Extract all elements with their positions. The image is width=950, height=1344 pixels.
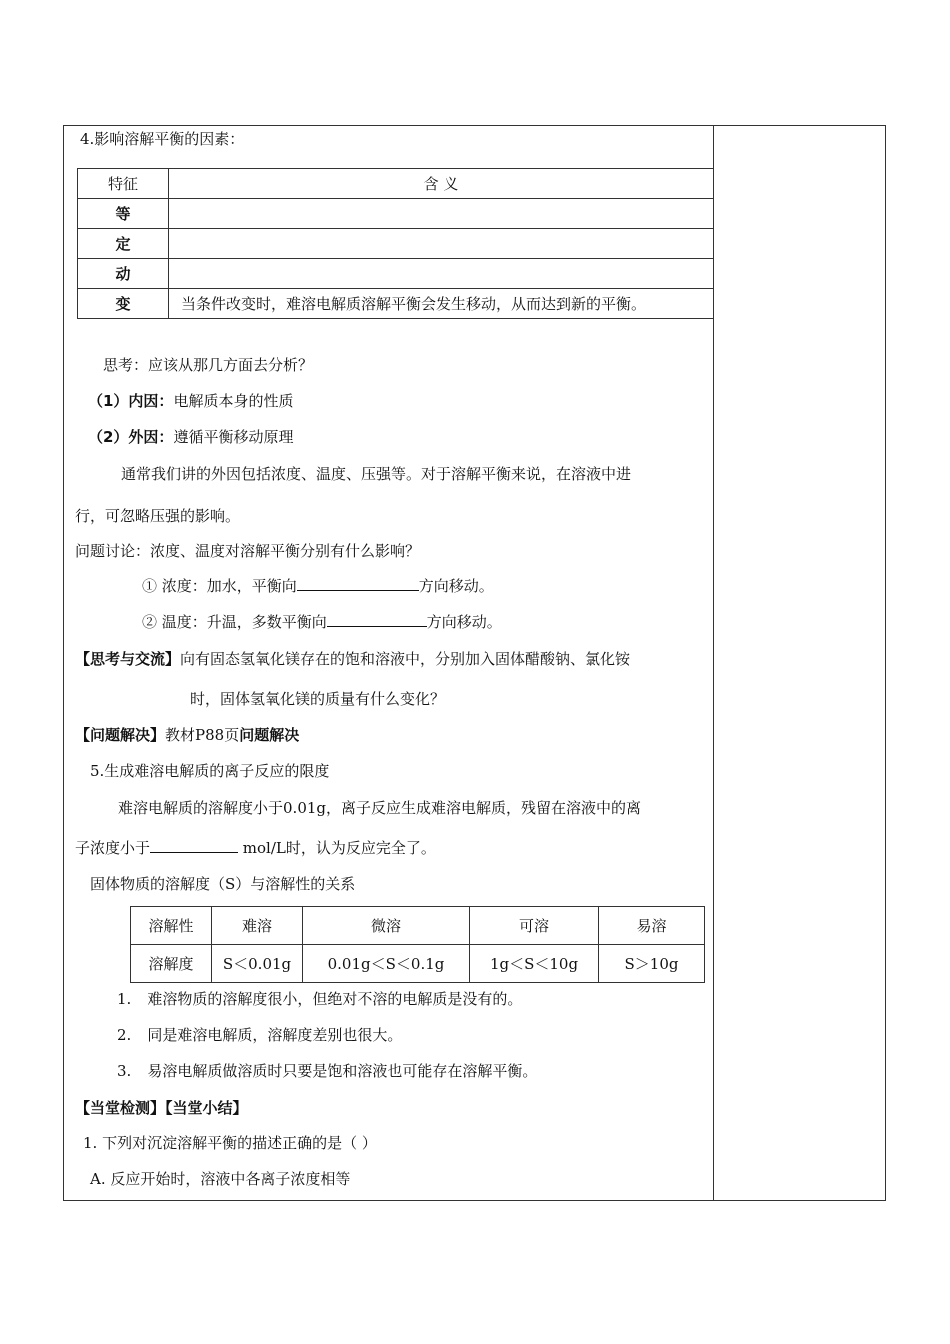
- feature-key: 动: [78, 259, 169, 289]
- note-item: [117, 988, 522, 1009]
- feature-header: 特征: [78, 169, 169, 199]
- note-text: 难溶物质的溶解度很小，但绝对不溶的电解质是没有的。: [147, 990, 523, 1008]
- think-question: 思考：应该从那几方面去分析？: [103, 356, 314, 374]
- note-text: 同是难溶电解质，溶解度差别也很大。: [147, 1026, 403, 1044]
- solve-text: 教材P88页: [165, 726, 240, 744]
- table-cell: 微溶: [303, 907, 470, 945]
- table-cell: 溶解性: [131, 907, 212, 945]
- section5-title: 5.生成难溶电解质的离子反应的限度: [90, 762, 330, 780]
- feature-value: [169, 259, 714, 289]
- external-text: 遵循平衡移动原理: [173, 428, 294, 446]
- exchange-label: 【思考与交流】: [75, 650, 181, 668]
- note-number: 2.: [117, 1026, 132, 1044]
- table-cell: 可溶: [470, 907, 599, 945]
- temperature-suffix: 方向移动。: [426, 613, 502, 631]
- paragraph2-prefix: 子浓度小于: [75, 839, 151, 857]
- answer-blank: [297, 575, 419, 591]
- note-number: 1.: [117, 990, 132, 1008]
- note-number: 3.: [117, 1062, 132, 1080]
- temperature-question: [142, 611, 502, 632]
- exchange-line1: [75, 648, 630, 669]
- paragraph2-line2: [75, 837, 436, 858]
- internal-label: （1）内因：: [88, 392, 174, 410]
- meaning-header: 含 义: [169, 169, 714, 199]
- section4-title: 4.影响溶解平衡的因素：: [80, 130, 245, 148]
- check-heading: 【当堂检测】【当堂小结】: [75, 1099, 248, 1117]
- internal-text: 电解质本身的性质: [173, 392, 294, 410]
- table-cell: 溶解度: [131, 945, 212, 983]
- internal-factor: [88, 390, 293, 411]
- concentration-question: [142, 575, 494, 596]
- feature-table: [77, 168, 714, 319]
- note-text: 易溶电解质做溶质时只要是饱和溶液也可能存在溶解平衡。: [147, 1062, 538, 1080]
- feature-value: [169, 229, 714, 259]
- paragraph1-line1: 通常我们讲的外因包括浓度、温度、压强等。对于溶解平衡来说，在溶液中进: [121, 465, 632, 483]
- table-cell: 易溶: [599, 907, 705, 945]
- solve-tail: 问题解决: [239, 726, 300, 744]
- temperature-prefix: ② 温度：升温，多数平衡向: [142, 613, 327, 631]
- solve-label: 【问题解决】: [75, 726, 166, 744]
- answer-blank: [150, 837, 238, 853]
- paragraph1-line2: 行，可忽略压强的影响。: [75, 507, 241, 525]
- feature-key: 变: [78, 289, 169, 319]
- feature-value: 当条件改变时，难溶电解质溶解平衡会发生移动，从而达到新的平衡。: [169, 289, 714, 319]
- solubility-table: [130, 906, 705, 983]
- problem-solve: [75, 724, 299, 745]
- note-item: [117, 1060, 537, 1081]
- option-a: A. 反应开始时，溶液中各离子浓度相等: [90, 1170, 351, 1188]
- feature-key: 定: [78, 229, 169, 259]
- table-cell: S＞10g: [599, 945, 705, 983]
- note-item: [117, 1024, 402, 1045]
- paragraph2-suffix: mol/L时，认为反应完全了。: [238, 839, 436, 857]
- exchange-line2: 时，固体氢氧化镁的质量有什么变化？: [190, 690, 446, 708]
- external-factor: [88, 426, 293, 447]
- question-1: 1. 下列对沉淀溶解平衡的描述正确的是（ ）: [83, 1134, 377, 1152]
- feature-value: [169, 199, 714, 229]
- concentration-suffix: 方向移动。: [418, 577, 494, 595]
- table-cell: 0.01g＜S＜0.1g: [303, 945, 470, 983]
- concentration-prefix: ① 浓度：加水，平衡向: [142, 577, 297, 595]
- feature-key: 等: [78, 199, 169, 229]
- table-cell: 难溶: [212, 907, 303, 945]
- external-label: （2）外因：: [88, 428, 174, 446]
- answer-blank: [327, 611, 427, 627]
- exchange-text: 向有固态氢氧化镁存在的饱和溶液中，分别加入固体醋酸钠、氯化铵: [180, 650, 631, 668]
- paragraph2-line1: 难溶电解质的溶解度小于0.01g，离子反应生成难溶电解质，残留在溶液中的离: [118, 799, 642, 817]
- relation-title: 固体物质的溶解度（S）与溶解性的关系: [90, 875, 356, 893]
- table-cell: S＜0.01g: [212, 945, 303, 983]
- discussion-question: 问题讨论：浓度、温度对溶解平衡分别有什么影响？: [75, 542, 421, 560]
- table-cell: 1g＜S＜10g: [470, 945, 599, 983]
